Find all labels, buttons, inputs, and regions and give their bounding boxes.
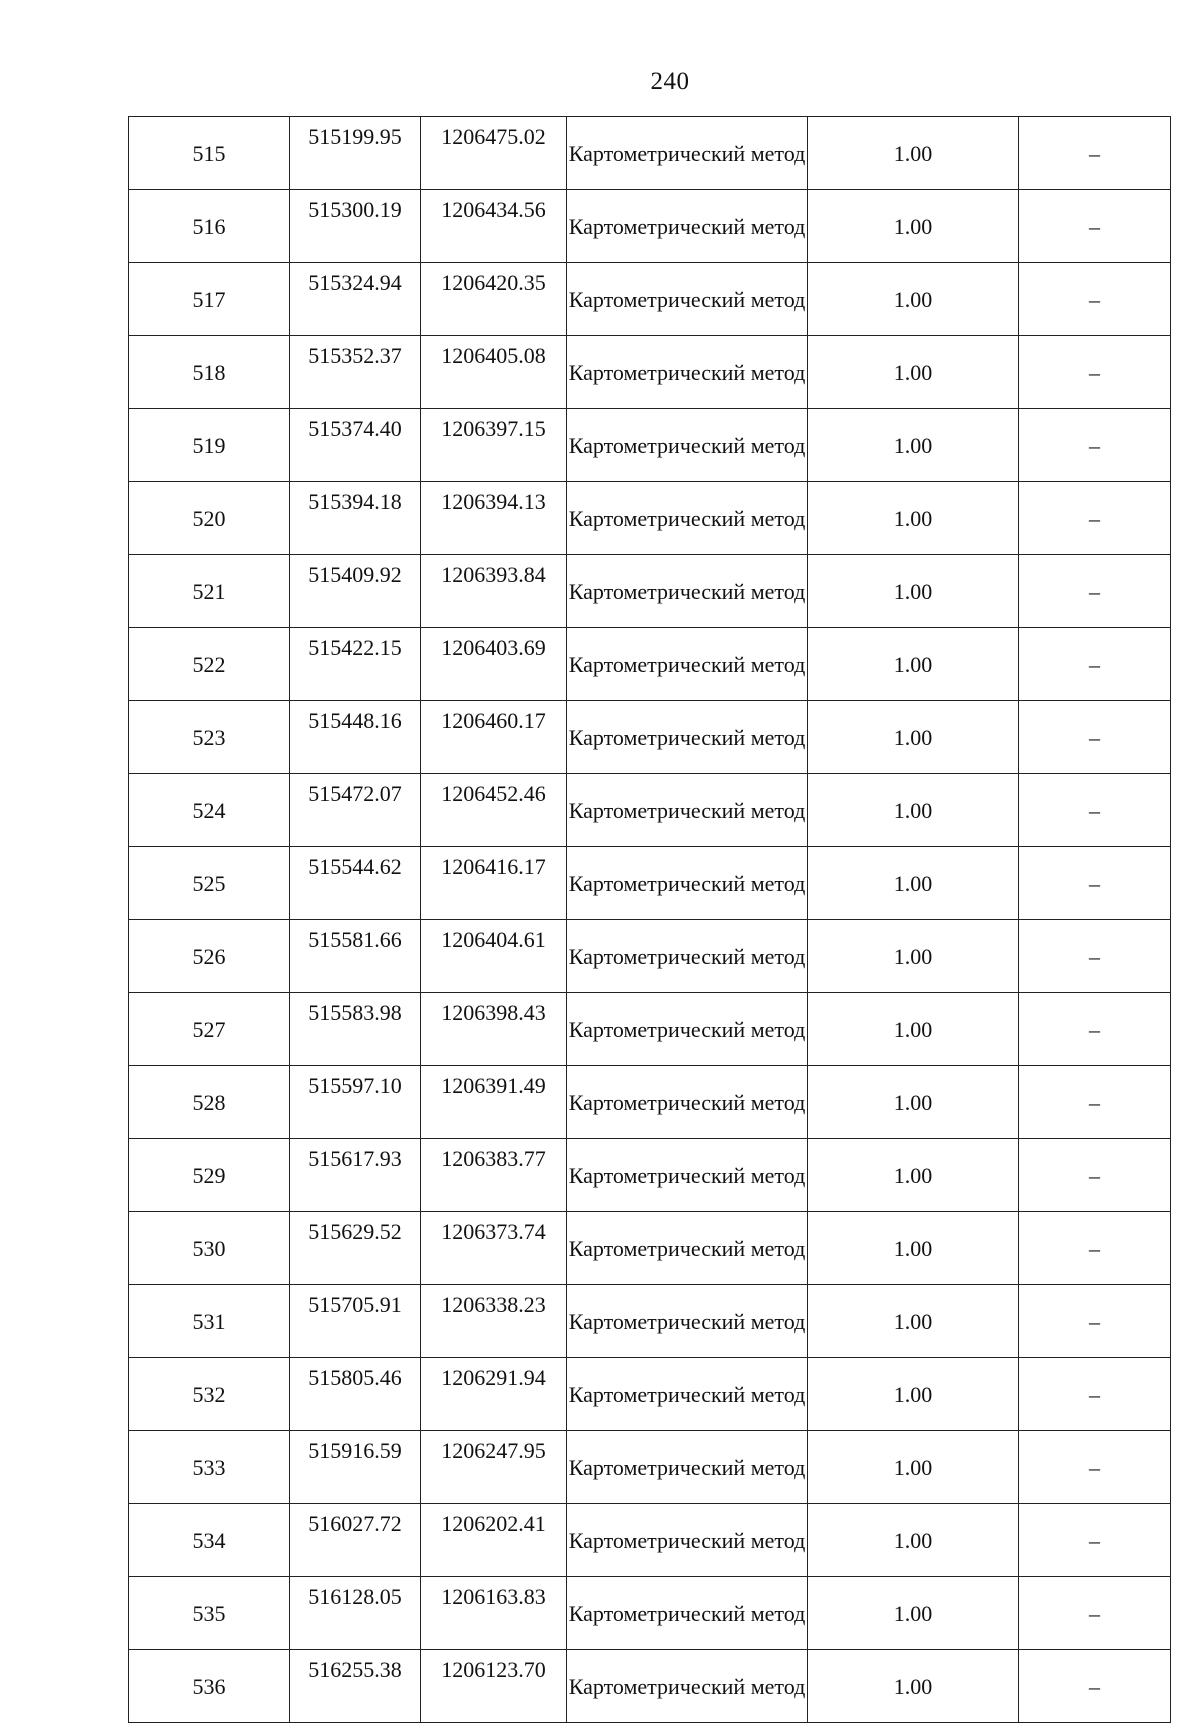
y-coordinate-cell: 1206475.02	[421, 117, 567, 190]
method-cell: Картометрический метод	[567, 482, 808, 555]
y-coordinate-cell: 1206416.17	[421, 847, 567, 920]
table-row	[129, 336, 1171, 409]
page-number: 240	[650, 68, 690, 95]
point-number-cell: 525	[129, 847, 290, 920]
y-coordinate-cell: 1206383.77	[421, 1139, 567, 1212]
x-coordinate-cell: 515581.66	[290, 920, 421, 993]
method-cell: Картометрический метод	[567, 1358, 808, 1431]
method-cell: Картометрический метод	[567, 263, 808, 336]
method-cell: Картометрический метод	[567, 920, 808, 993]
table-row	[129, 1431, 1171, 1504]
note-cell: –	[1019, 701, 1171, 774]
accuracy-cell: 1.00	[808, 1139, 1019, 1212]
x-coordinate-cell: 515705.91	[290, 1285, 421, 1358]
table-row	[129, 1358, 1171, 1431]
accuracy-cell: 1.00	[808, 555, 1019, 628]
note-cell: –	[1019, 1358, 1171, 1431]
note-cell: –	[1019, 1212, 1171, 1285]
y-coordinate-cell: 1206452.46	[421, 774, 567, 847]
y-coordinate-cell: 1206420.35	[421, 263, 567, 336]
note-cell: –	[1019, 1577, 1171, 1650]
table-row	[129, 1139, 1171, 1212]
point-number-cell: 529	[129, 1139, 290, 1212]
x-coordinate-cell: 515805.46	[290, 1358, 421, 1431]
x-coordinate-cell: 515409.92	[290, 555, 421, 628]
note-cell: –	[1019, 1066, 1171, 1139]
y-coordinate-cell: 1206291.94	[421, 1358, 567, 1431]
accuracy-cell: 1.00	[808, 263, 1019, 336]
x-coordinate-cell: 515352.37	[290, 336, 421, 409]
x-coordinate-cell: 515374.40	[290, 409, 421, 482]
note-cell: –	[1019, 555, 1171, 628]
method-cell: Картометрический метод	[567, 1285, 808, 1358]
accuracy-cell: 1.00	[808, 190, 1019, 263]
y-coordinate-cell: 1206434.56	[421, 190, 567, 263]
method-cell: Картометрический метод	[567, 774, 808, 847]
accuracy-cell: 1.00	[808, 1504, 1019, 1577]
accuracy-cell: 1.00	[808, 774, 1019, 847]
note-cell: –	[1019, 920, 1171, 993]
note-cell: –	[1019, 482, 1171, 555]
accuracy-cell: 1.00	[808, 701, 1019, 774]
accuracy-cell: 1.00	[808, 482, 1019, 555]
point-number-cell: 517	[129, 263, 290, 336]
accuracy-cell: 1.00	[808, 1431, 1019, 1504]
x-coordinate-cell: 515448.16	[290, 701, 421, 774]
point-number-cell: 523	[129, 701, 290, 774]
note-cell: –	[1019, 774, 1171, 847]
table-row	[129, 190, 1171, 263]
point-number-cell: 524	[129, 774, 290, 847]
x-coordinate-cell: 515199.95	[290, 117, 421, 190]
method-cell: Картометрический метод	[567, 628, 808, 701]
accuracy-cell: 1.00	[808, 336, 1019, 409]
method-cell: Картометрический метод	[567, 993, 808, 1066]
accuracy-cell: 1.00	[808, 1577, 1019, 1650]
table-row	[129, 263, 1171, 336]
table-row	[129, 409, 1171, 482]
table-row	[129, 774, 1171, 847]
point-number-cell: 528	[129, 1066, 290, 1139]
point-number-cell: 530	[129, 1212, 290, 1285]
method-cell: Картометрический метод	[567, 190, 808, 263]
note-cell: –	[1019, 1139, 1171, 1212]
accuracy-cell: 1.00	[808, 847, 1019, 920]
note-cell: –	[1019, 847, 1171, 920]
y-coordinate-cell: 1206460.17	[421, 701, 567, 774]
x-coordinate-cell: 515300.19	[290, 190, 421, 263]
x-coordinate-cell: 515422.15	[290, 628, 421, 701]
method-cell: Картометрический метод	[567, 701, 808, 774]
x-coordinate-cell: 515472.07	[290, 774, 421, 847]
y-coordinate-cell: 1206397.15	[421, 409, 567, 482]
method-cell: Картометрический метод	[567, 1212, 808, 1285]
method-cell: Картометрический метод	[567, 409, 808, 482]
x-coordinate-cell: 515617.93	[290, 1139, 421, 1212]
accuracy-cell: 1.00	[808, 920, 1019, 993]
y-coordinate-cell: 1206373.74	[421, 1212, 567, 1285]
point-number-cell: 515	[129, 117, 290, 190]
method-cell: Картометрический метод	[567, 1504, 808, 1577]
accuracy-cell: 1.00	[808, 409, 1019, 482]
note-cell: –	[1019, 1285, 1171, 1358]
x-coordinate-cell: 515583.98	[290, 993, 421, 1066]
table-row	[129, 1504, 1171, 1577]
table-row	[129, 482, 1171, 555]
point-number-cell: 536	[129, 1650, 290, 1723]
coordinates-table-body	[129, 117, 1171, 1723]
table-row	[129, 628, 1171, 701]
y-coordinate-cell: 1206405.08	[421, 336, 567, 409]
note-cell: –	[1019, 993, 1171, 1066]
point-number-cell: 521	[129, 555, 290, 628]
point-number-cell: 526	[129, 920, 290, 993]
point-number-cell: 532	[129, 1358, 290, 1431]
method-cell: Картометрический метод	[567, 117, 808, 190]
point-number-cell: 522	[129, 628, 290, 701]
point-number-cell: 534	[129, 1504, 290, 1577]
coordinates-table-container	[128, 116, 1164, 1723]
y-coordinate-cell: 1206338.23	[421, 1285, 567, 1358]
x-coordinate-cell: 516255.38	[290, 1650, 421, 1723]
note-cell: –	[1019, 263, 1171, 336]
x-coordinate-cell: 515544.62	[290, 847, 421, 920]
point-number-cell: 516	[129, 190, 290, 263]
point-number-cell: 519	[129, 409, 290, 482]
table-row	[129, 847, 1171, 920]
method-cell: Картометрический метод	[567, 1577, 808, 1650]
y-coordinate-cell: 1206202.41	[421, 1504, 567, 1577]
point-number-cell: 527	[129, 993, 290, 1066]
y-coordinate-cell: 1206247.95	[421, 1431, 567, 1504]
x-coordinate-cell: 515916.59	[290, 1431, 421, 1504]
table-row	[129, 993, 1171, 1066]
x-coordinate-cell: 515324.94	[290, 263, 421, 336]
x-coordinate-cell: 515629.52	[290, 1212, 421, 1285]
note-cell: –	[1019, 117, 1171, 190]
point-number-cell: 535	[129, 1577, 290, 1650]
note-cell: –	[1019, 1650, 1171, 1723]
point-number-cell: 520	[129, 482, 290, 555]
accuracy-cell: 1.00	[808, 993, 1019, 1066]
accuracy-cell: 1.00	[808, 1285, 1019, 1358]
point-number-cell: 531	[129, 1285, 290, 1358]
note-cell: –	[1019, 409, 1171, 482]
accuracy-cell: 1.00	[808, 1650, 1019, 1723]
y-coordinate-cell: 1206403.69	[421, 628, 567, 701]
table-row	[129, 701, 1171, 774]
note-cell: –	[1019, 1431, 1171, 1504]
x-coordinate-cell: 516128.05	[290, 1577, 421, 1650]
note-cell: –	[1019, 190, 1171, 263]
x-coordinate-cell: 515597.10	[290, 1066, 421, 1139]
table-row	[129, 920, 1171, 993]
y-coordinate-cell: 1206391.49	[421, 1066, 567, 1139]
method-cell: Картометрический метод	[567, 555, 808, 628]
table-row	[129, 1066, 1171, 1139]
note-cell: –	[1019, 1504, 1171, 1577]
x-coordinate-cell: 515394.18	[290, 482, 421, 555]
method-cell: Картометрический метод	[567, 847, 808, 920]
coordinates-table	[128, 116, 1171, 1723]
method-cell: Картометрический метод	[567, 1431, 808, 1504]
accuracy-cell: 1.00	[808, 117, 1019, 190]
accuracy-cell: 1.00	[808, 1212, 1019, 1285]
note-cell: –	[1019, 628, 1171, 701]
y-coordinate-cell: 1206404.61	[421, 920, 567, 993]
method-cell: Картометрический метод	[567, 1066, 808, 1139]
accuracy-cell: 1.00	[808, 1066, 1019, 1139]
y-coordinate-cell: 1206123.70	[421, 1650, 567, 1723]
table-row	[129, 1285, 1171, 1358]
table-row	[129, 1212, 1171, 1285]
point-number-cell: 518	[129, 336, 290, 409]
point-number-cell: 533	[129, 1431, 290, 1504]
method-cell: Картометрический метод	[567, 336, 808, 409]
y-coordinate-cell: 1206398.43	[421, 993, 567, 1066]
table-row	[129, 1577, 1171, 1650]
table-row	[129, 117, 1171, 190]
y-coordinate-cell: 1206393.84	[421, 555, 567, 628]
y-coordinate-cell: 1206394.13	[421, 482, 567, 555]
method-cell: Картометрический метод	[567, 1139, 808, 1212]
note-cell: –	[1019, 336, 1171, 409]
y-coordinate-cell: 1206163.83	[421, 1577, 567, 1650]
x-coordinate-cell: 516027.72	[290, 1504, 421, 1577]
method-cell: Картометрический метод	[567, 1650, 808, 1723]
table-row	[129, 1650, 1171, 1723]
accuracy-cell: 1.00	[808, 1358, 1019, 1431]
table-row	[129, 555, 1171, 628]
accuracy-cell: 1.00	[808, 628, 1019, 701]
